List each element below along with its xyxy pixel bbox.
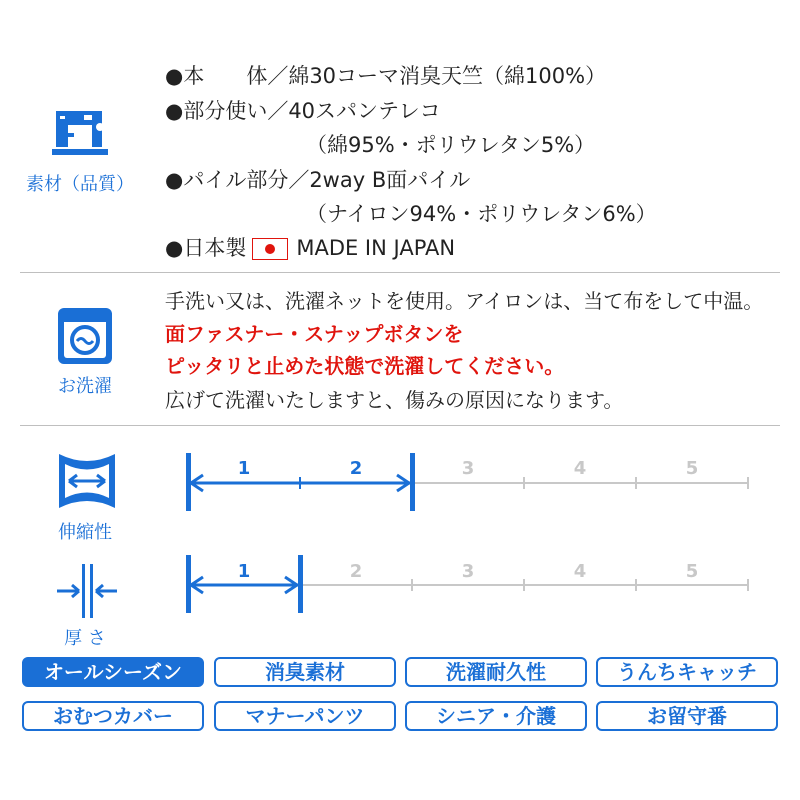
thickness-level-bar <box>298 555 303 613</box>
stretch-tick-label: 5 <box>685 458 699 479</box>
made-in-japan-text: MADE IN JAPAN <box>296 236 456 260</box>
washing-instruction-2: 広げて洗濯いたしますと、傷みの原因になります。 <box>165 388 624 412</box>
japan-flag-icon <box>252 238 288 260</box>
stretch-tick-label: 3 <box>461 458 475 479</box>
material-icon-wrap <box>50 103 110 163</box>
material-line-partial: ●部分使い／40スパンテレコ <box>165 99 441 123</box>
feature-tag: 消臭素材 <box>214 657 396 687</box>
feature-tag: 洗濯耐久性 <box>405 657 587 687</box>
feature-tag: おむつカバー <box>22 701 204 731</box>
thickness-tick-label: 5 <box>685 561 699 582</box>
stretch-scale <box>0 440 800 530</box>
made-in-japan-prefix: ●日本製 <box>165 236 247 260</box>
feature-tag: うんちキャッチ <box>596 657 778 687</box>
washing-icon-wrap <box>55 305 115 367</box>
divider-2 <box>20 425 780 426</box>
washing-instruction-1: 手洗い又は、洗濯ネットを使用。アイロンは、当て布をして中温。 <box>165 289 764 313</box>
stretch-tick-label: 2 <box>349 458 363 479</box>
material-label: 素材（品質） <box>26 174 134 195</box>
washing-label: お洗濯 <box>58 376 112 397</box>
feature-tag: マナーパンツ <box>214 701 396 731</box>
material-line-body: ●本 体／綿30コーマ消臭天竺（綿100%） <box>165 64 607 88</box>
stretch-tick-label: 4 <box>573 458 587 479</box>
thickness-tick-label: 2 <box>349 561 363 582</box>
stretch-tick-label: 1 <box>237 458 251 479</box>
feature-tag: オールシーズン <box>22 657 204 687</box>
material-line-pile: ●パイル部分／2way B面パイル <box>165 168 471 192</box>
feature-tag: お留守番 <box>596 701 778 731</box>
sewing-machine-icon <box>50 103 110 163</box>
thickness-scale <box>0 550 800 630</box>
material-line-made <box>165 232 455 262</box>
thickness-start-bar <box>186 555 191 613</box>
washing-warning-1: 面ファスナー・スナップボタンを <box>165 322 464 346</box>
stretch-label: 伸縮性 <box>58 522 112 543</box>
thickness-tick-label: 1 <box>237 561 251 582</box>
washing-machine-icon <box>55 305 115 367</box>
washing-warning-2: ピッタリと止めた状態で洗濯してください。 <box>165 354 565 378</box>
divider-1 <box>20 272 780 273</box>
material-line-pile-detail: （ナイロン94%・ポリウレタン6%） <box>306 202 657 226</box>
material-line-partial-detail: （綿95%・ポリウレタン5%） <box>306 133 596 157</box>
stretch-level-bar <box>410 453 415 511</box>
thickness-label: 厚 さ <box>64 628 106 649</box>
thickness-tick-label: 4 <box>573 561 587 582</box>
thickness-tick-label: 3 <box>461 561 475 582</box>
feature-tag: シニア・介護 <box>405 701 587 731</box>
stretch-start-bar <box>186 453 191 511</box>
